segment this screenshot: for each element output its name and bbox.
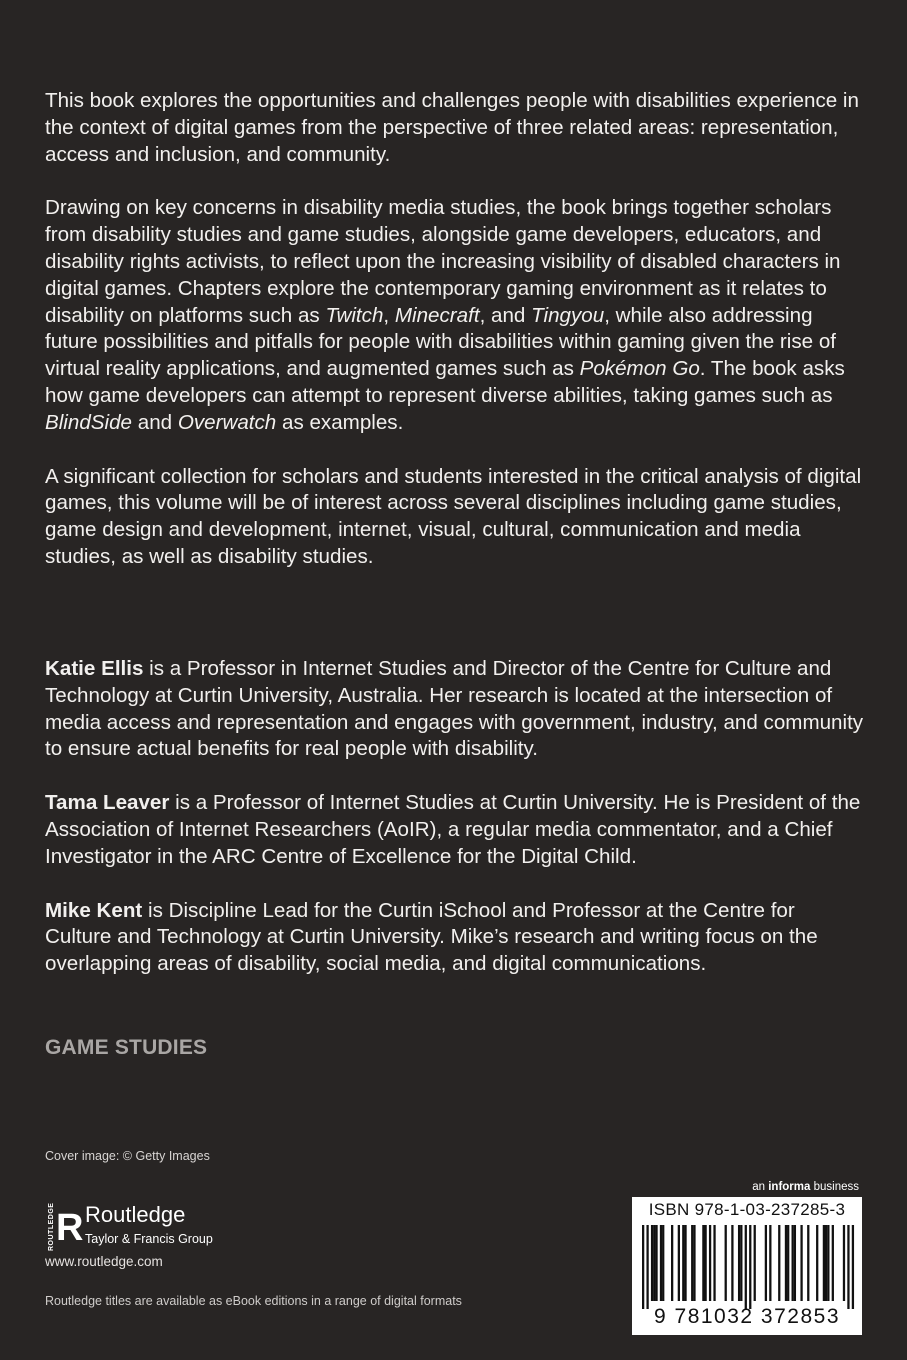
barcode-bar [754, 1225, 756, 1301]
barcode-bar [825, 1225, 827, 1301]
barcode-bar [646, 1225, 648, 1309]
logo-vertical-text: ROUTLEDGE [48, 1202, 55, 1251]
barcode-bar [832, 1225, 834, 1301]
barcode-bar [847, 1225, 849, 1309]
barcode-bar [792, 1225, 794, 1301]
barcode-bar [823, 1225, 825, 1301]
title-twitch: Twitch [325, 303, 384, 327]
barcode-bar [749, 1225, 751, 1309]
author-bios [45, 656, 865, 1005]
barcode-bar [843, 1225, 845, 1301]
barcode-bar [678, 1225, 680, 1301]
barcode-bar [693, 1225, 695, 1301]
informa-tagline: an informa business [752, 1181, 859, 1193]
barcode-bar [738, 1225, 740, 1301]
routledge-logo [45, 1200, 245, 1252]
barcode-bar [702, 1225, 704, 1301]
publisher-group: Taylor & Francis Group [85, 1232, 213, 1246]
barcode-digits: 9 781032 372853 [654, 1305, 840, 1328]
bio-tama-leaver: Tama Leaver is a Professor of Internet Studies at Curtin University. He is President of the Association of Internet Researchers (AoIR), a regular media commentator, and a Chief Investigator in the ARC Centre of Excellence for the Digital Child. [45, 791, 861, 868]
cover-credit: Cover image: © Getty Images [45, 1149, 210, 1163]
barcode-bar [653, 1225, 655, 1301]
isbn-label: ISBN 978-1-03-237285-3 [648, 1200, 846, 1219]
barcode-bar [827, 1225, 829, 1301]
barcode-bars [642, 1225, 854, 1309]
barcode-bar [794, 1225, 796, 1301]
barcode-bar [651, 1225, 653, 1301]
barcode-bar [684, 1225, 686, 1301]
barcode-bar [691, 1225, 693, 1301]
barcode-bar [642, 1225, 644, 1309]
barcode-bar [785, 1225, 787, 1301]
bio-katie-ellis: Katie Ellis is a Professor in Internet Studies and Director of the Centre for Culture and Technology at Curtin University, Australia. Her research is located at the intersection of media access and representation and engages with government, industry, and community to ensure actual benefits for real people with disability. [45, 657, 864, 761]
barcode-bar [662, 1225, 664, 1301]
routledge-r-icon [45, 1202, 84, 1252]
title-pokemon-go: Pokémon Go [579, 357, 700, 381]
bio-mike-kent: Mike Kent is Discipline Lead for the Curtin iSchool and Professor at the Centre for Culture and Technology at Curtin University. Mike’s research and writing focus on the overlapping areas of disability, social media, and digital communications. [45, 898, 818, 976]
barcode-bar [816, 1225, 818, 1301]
title-tingyou: Tingyou [531, 303, 605, 327]
isbn-barcode [632, 1197, 862, 1335]
informa-brand: informa [768, 1181, 811, 1193]
publisher-website: www.routledge.com [45, 1254, 163, 1269]
barcode-bar [709, 1225, 711, 1301]
barcode-bar [682, 1225, 684, 1301]
author-name: Mike Kent [45, 898, 143, 922]
description-paragraph-2: Drawing on key concerns in disability media studies, the book brings together scholars from disability studies and game studies, alongside game developers, educators, and disability rights activists, to reflect upon the increasing visibility of disabled characters in digital games. Chapters explore the contemporary gaming environment as it relates to disability on platforms such as Twitch, Minecraft, and Tingyou, while also addressing future possibilities and pitfalls for people with disabilities within gaming given the rise of virtual reality applications, and augmented games such as Pokémon Go. The book asks how game developers can attempt to represent diverse abilities, taking games such as BlindSide and Overwatch as examples. [45, 196, 845, 434]
barcode-bar [660, 1225, 662, 1301]
book-description [45, 88, 865, 598]
barcode-bar [740, 1225, 742, 1301]
description-paragraph-3: A significant collection for scholars and students interested in the critical analysis of digital games, this volume will be of interest across several disciplines including game studies, game design and development, internet, visual, cultural, communication and media studies, as well as disability studies. [45, 464, 862, 568]
barcode-bar [704, 1225, 706, 1301]
barcode-bar [671, 1225, 673, 1301]
author-name: Katie Ellis [45, 657, 144, 680]
barcode-bar [852, 1225, 854, 1309]
barcode-bar [731, 1225, 733, 1301]
publisher-name: Routledge [85, 1202, 186, 1227]
title-minecraft: Minecraft [394, 303, 480, 327]
barcode-bar [713, 1225, 715, 1301]
barcode-bar [800, 1225, 802, 1301]
barcode-bar [778, 1225, 780, 1301]
series-label: GAME STUDIES [45, 1036, 208, 1059]
title-overwatch: Overwatch [177, 410, 277, 434]
barcode-bar [765, 1225, 767, 1301]
ebook-note: Routledge titles are available as eBook editions in a range of digital formats [45, 1294, 462, 1308]
logo-letter: R [56, 1207, 84, 1249]
barcode-bar [725, 1225, 727, 1301]
description-paragraph-1: This book explores the opportunities and challenges people with disabilities experience in the context of digital games from the perspective of three related areas: representation, access and inclusion, and community. [45, 89, 859, 166]
author-name: Tama Leaver [45, 791, 170, 815]
barcode-bar [745, 1225, 747, 1309]
barcode-bar [655, 1225, 657, 1301]
barcode-bar [807, 1225, 809, 1301]
title-blindside: BlindSide [45, 410, 133, 434]
barcode-bar [769, 1225, 771, 1301]
barcode-bar [787, 1225, 789, 1301]
